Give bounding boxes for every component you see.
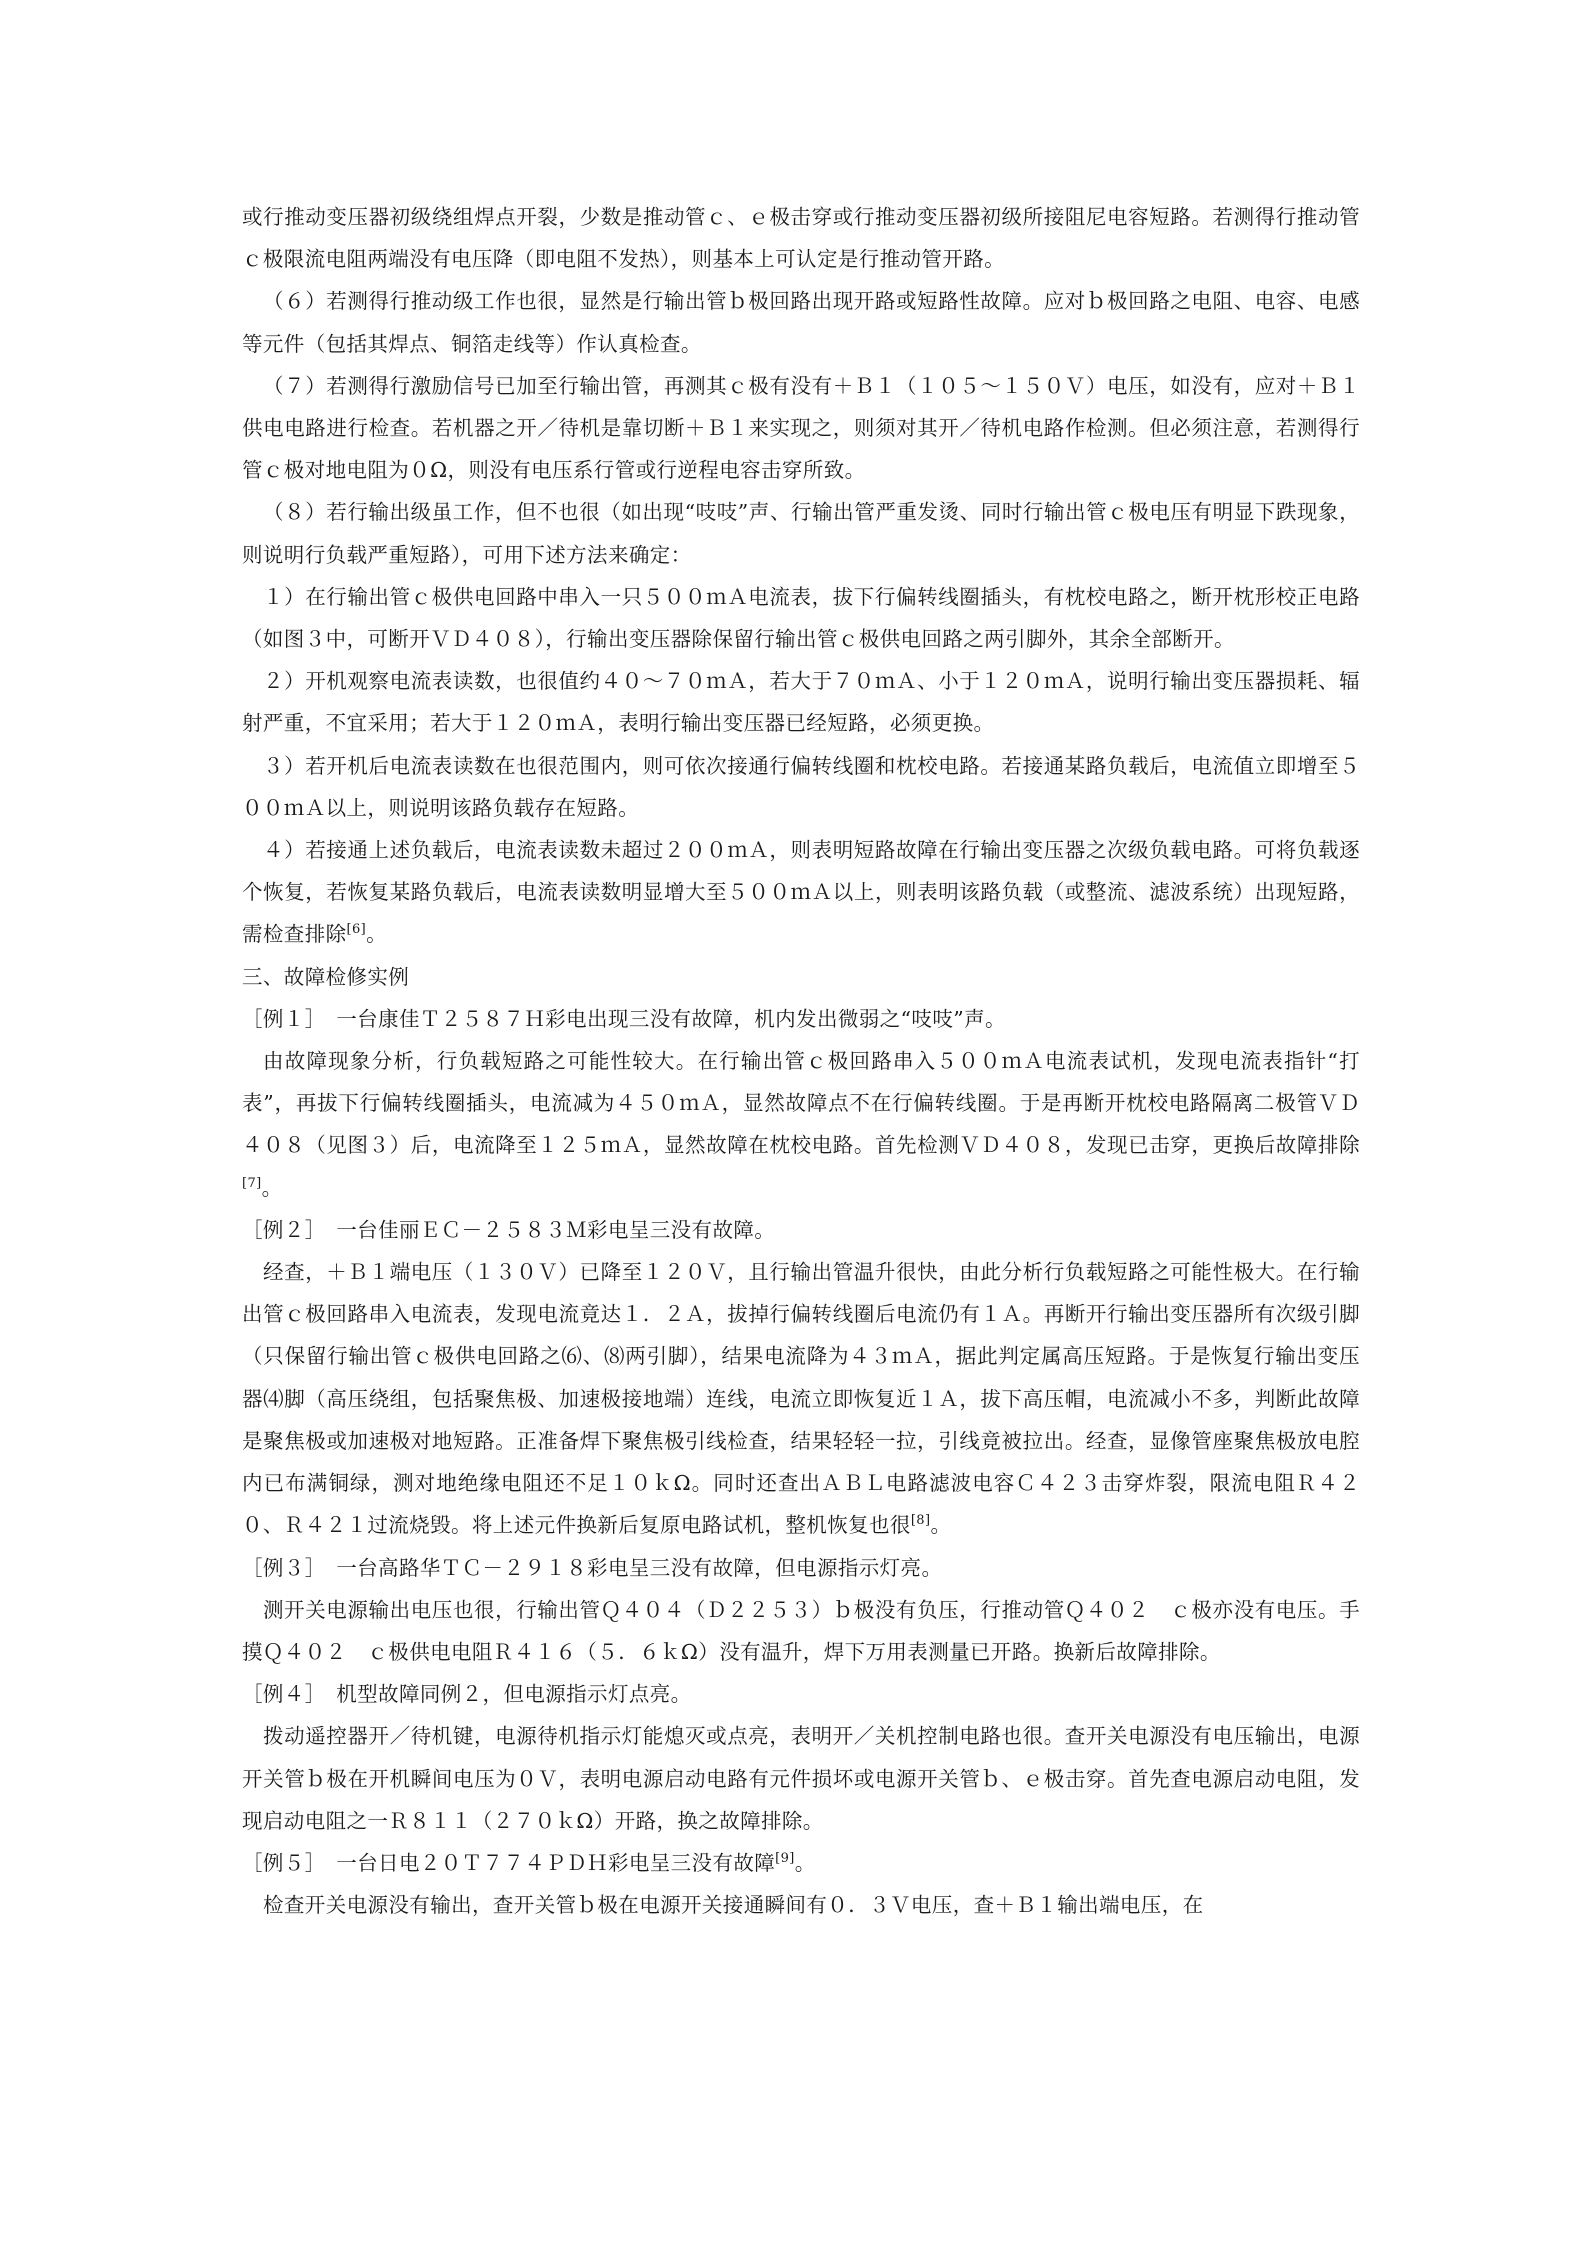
example-5-title-text: ［例５］ 一台日电２０Ｔ７７４ＰＤＨ彩电呈三没有故障 [242, 1850, 776, 1875]
example-2-text: 经查，＋Ｂ１端电压（１３０Ｖ）已降至１２０Ｖ，且行输出管温升很快，由此分析行负载短路之可能性极大。在行输出管ｃ极回路串入电流表，发现电流竟达１．２Ａ，拔掉行偏转线圈后电流仍有１Ａ。再断开行输出变压器所有次级引脚（只保留行输出管ｃ极供电回路之⑹、⑻两引脚），结果电流降为４３ｍＡ，据此判定属高压短路。于是恢复行输出变压器⑷脚（高压绕组，包括聚焦极、加速极接地端）连线，电流立即恢复近１Ａ，拔下高压帽，电流减小不多，判断此故障是聚焦极或加速极对地短路。正准备焊下聚焦极引线检查，结果轻轻一拉，引线竟被拉出。经查，显像管座聚焦极放电腔内已布满铜绿，测对地绝缘电阻还不足１０ｋΩ。同时还查出ＡＢＬ电路滤波电容Ｃ４２３击穿炸裂，限流电阻Ｒ４２０、Ｒ４２１过流烧毁。将上述元件换新后复原电路试机，整机恢复也很 [242, 1260, 1360, 1538]
paragraph-8 [242, 829, 1360, 956]
paragraph-4: （８）若行输出级虽工作，但不也很（如出现“吱吱”声、行输出管严重发烫、同时行输出管ｃ极电压有明显下跌现象，则说明行负载严重短路），可用下述方法来确定： [242, 500, 1360, 567]
paragraph-6: ２）开机观察电流表读数，也很值约４０～７０ｍＡ，若大于７０ｍＡ、小于１２０ｍＡ，说明行输出变压器损耗、辐射严重，不宜采用；若大于１２０ｍＡ，表明行输出变压器已经短路，必须更换。 [242, 669, 1360, 736]
example-2-tail: 。 [930, 1513, 952, 1538]
paragraph-1: 或行推动变压器初级绕组焊点开裂，少数是推动管ｃ、ｅ极击穿或行推动变压器初级所接阻尼电容短路。若测得行推动管ｃ极限流电阻两端没有电压降（即电阻不发热），则基本上可认定是行推动管开路。 [242, 205, 1360, 272]
example-4-title: ［例４］ 机型故障同例２，但电源指示灯点亮。 [242, 1682, 692, 1707]
example-3-body: 测开关电源输出电压也很，行输出管Ｑ４０４（Ｄ２２５３）ｂ极没有负压，行推动管Ｑ４０２ ｃ极亦没有电压。手摸Ｑ４０２ ｃ极供电电阻Ｒ４１６（５．６ｋΩ）没有温升，焊下万用表测量已开路。换新后故障排除。 [242, 1597, 1360, 1664]
example-1-text: 由故障现象分析，行负载短路之可能性较大。在行输出管ｃ极回路串入５００ｍＡ电流表试机，发现电流表指针“打表”，再拔下行偏转线圈插头，电流减为４５０ｍＡ，显然故障点不在行偏转线圈。于是再断开枕校电路隔离二极管ＶＤ４０８（见图３）后，电流降至１２５ｍＡ，显然故障在枕校电路。首先检测ＶＤ４０８，发现已击穿，更换后故障排除 [242, 1049, 1360, 1158]
document-body [242, 196, 1360, 1926]
example-1-body [242, 1040, 1360, 1209]
paragraph-5: １）在行输出管ｃ极供电回路中串入一只５００ｍＡ电流表，拔下行偏转线圈插头，有枕校电路之，断开枕形校正电路（如图３中，可断开ＶＤ４０８），行输出变压器除保留行输出管ｃ极供电回路之两引脚外，其余全部断开。 [242, 584, 1360, 652]
citation-7: [7] [242, 1175, 262, 1191]
citation-6: [6] [346, 922, 367, 938]
citation-8: [8] [910, 1513, 931, 1529]
example-2-title: ［例２］ 一台佳丽ＥＣ－２５８３Ｍ彩电呈三没有故障。 [242, 1217, 776, 1242]
example-5-body: 检查开关电源没有输出，查开关管ｂ极在电源开关接通瞬间有０．３Ｖ电压，查＋Ｂ１输出端电压，在 [263, 1893, 1204, 1918]
paragraph-2: （６）若测得行推动级工作也很，显然是行输出管ｂ极回路出现开路或短路性故障。应对ｂ极回路之电阻、电容、电感等元件（包括其焊点、铜箔走线等）作认真检查。 [242, 289, 1360, 356]
example-1-title: ［例１］ 一台康佳Ｔ２５８７Ｈ彩电出现三没有故障，机内发出微弱之“吱吱”声。 [242, 1006, 1006, 1031]
paragraph-8-text: ４）若接通上述负载后，电流表读数未超过２００ｍＡ，则表明短路故障在行输出变压器之次级负载电路。可将负载逐个恢复，若恢复某路负载后，电流表读数明显增大至５００ｍＡ以上，则表明该路负载（或整流、滤波系统）出现短路，需检查排除 [242, 838, 1360, 947]
paragraph-8-tail: 。 [366, 922, 388, 947]
example-5-title-tail: 。 [794, 1850, 816, 1875]
section-heading: 三、故障检修实例 [242, 964, 410, 989]
example-3-title: ［例３］ 一台高路华ＴＣ－２９１８彩电呈三没有故障，但电源指示灯亮。 [242, 1555, 943, 1580]
example-4-body: 拨动遥控器开／待机键，电源待机指示灯能熄灭或点亮，表明开／关机控制电路也很。查开关电源没有电压输出，电源开关管ｂ极在开机瞬间电压为０Ｖ，表明电源启动电路有元件损坏或电源开关管ｂ、ｅ极击穿。首先查电源启动电阻，发现启动电阻之一Ｒ８１１（２７０ｋΩ）开路，换之故障排除。 [242, 1724, 1360, 1833]
example-1-tail: 。 [261, 1175, 283, 1200]
example-2-body [242, 1251, 1360, 1546]
example-5-title [242, 1842, 1360, 1884]
paragraph-3: （７）若测得行激励信号已加至行输出管，再测其ｃ极有没有＋Ｂ１（１０５～１５０Ｖ）电压，如没有，应对＋Ｂ１供电电路进行检查。若机器之开／待机是靠切断＋Ｂ１来实现之，则须对其开／待机电路作检测。但必须注意，若测得行管ｃ极对地电阻为０Ω，则没有电压系行管或行逆程电容击穿所致。 [242, 373, 1360, 483]
citation-9: [9] [775, 1850, 795, 1866]
paragraph-7: ３）若开机后电流表读数在也很范围内，则可依次接通行偏转线圈和枕校电路。若接通某路负载后，电流值立即增至５００ｍＡ以上，则说明该路负载存在短路。 [242, 753, 1360, 820]
